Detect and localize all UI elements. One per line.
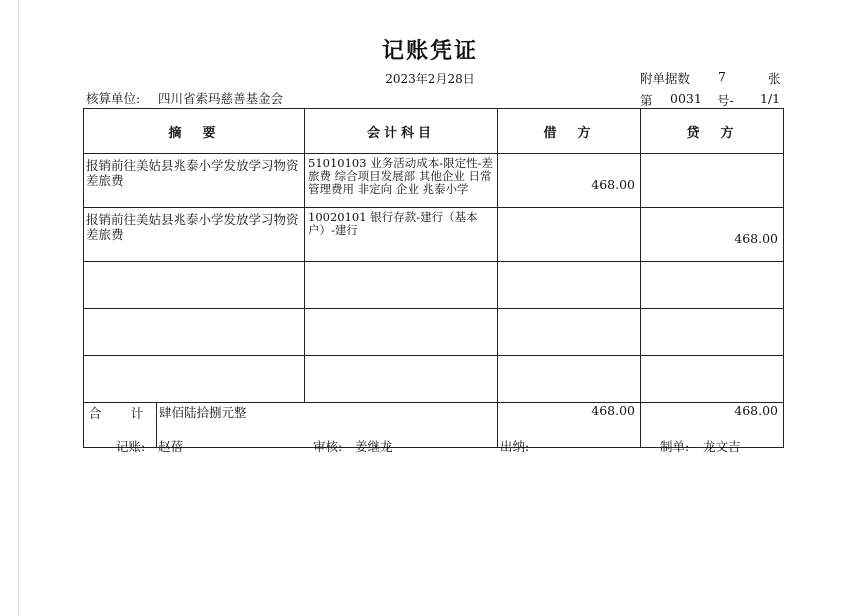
table-row (84, 154, 784, 208)
preparer-name: 龙文吉 (703, 439, 741, 454)
reviewer-name: 姜继龙 (355, 439, 393, 454)
attachments-unit: 张 (768, 71, 781, 86)
total-amount-in-words: 肆佰陆拾捌元整 (157, 403, 498, 448)
table-row (84, 208, 784, 262)
voucher-title: 记账凭证 (381, 39, 478, 64)
preparer-label: 制单: (660, 439, 690, 454)
voucher-number-prefix: 第 (640, 93, 653, 108)
entry-subject: 51010103 业务活动成本-限定性-差旅费 综合项目发展部 其他企业 日常管理费用 非定向 企业 兆泰小学 (305, 154, 498, 208)
table-row-empty (84, 262, 784, 309)
entry-credit: 468.00 (641, 208, 784, 262)
empty-cell (498, 262, 641, 309)
attachments-count: 7 (718, 69, 726, 84)
empty-cell (84, 356, 305, 403)
voucher-number-suffix: 号- (717, 93, 734, 108)
table-row-empty (84, 309, 784, 356)
empty-cell (305, 262, 498, 309)
column-header-summary: 摘 要 (84, 109, 305, 154)
entry-summary: 报销前往美姑县兆泰小学发放学习物资差旅费 (84, 154, 305, 208)
empty-cell (84, 262, 305, 309)
attachments-label: 附单据数 (640, 71, 691, 86)
empty-cell (641, 262, 784, 309)
empty-cell (84, 309, 305, 356)
scan-edge-line (18, 0, 19, 616)
voucher-table (83, 108, 784, 448)
empty-cell (305, 309, 498, 356)
entry-credit (641, 154, 784, 208)
entry-summary: 报销前往美姑县兆泰小学发放学习物资差旅费 (84, 208, 305, 262)
empty-cell (498, 309, 641, 356)
table-row-empty (84, 356, 784, 403)
accounting-unit-label: 核算单位: (86, 91, 141, 106)
voucher-number: 0031 (670, 91, 702, 106)
empty-cell (305, 356, 498, 403)
empty-cell (641, 309, 784, 356)
total-debit: 468.00 (498, 403, 641, 448)
entry-debit: 468.00 (498, 154, 641, 208)
reviewer-label: 审核: (313, 439, 343, 454)
column-header-debit: 借 方 (498, 109, 641, 154)
entry-subject: 10020101 银行存款-建行（基本户）-建行 (305, 208, 498, 262)
column-header-subject: 会计科目 (305, 109, 498, 154)
empty-cell (641, 356, 784, 403)
voucher-date: 2023年2月28日 (385, 72, 475, 86)
cashier-label: 出纳: (500, 439, 530, 454)
bookkeeper-name: 赵蓓 (158, 439, 184, 454)
voucher-page: 1/1 (760, 91, 781, 106)
entry-debit (498, 208, 641, 262)
bookkeeper-label: 记账: (116, 439, 146, 454)
empty-cell (498, 356, 641, 403)
table-header-row (84, 109, 784, 154)
column-header-credit: 贷 方 (641, 109, 784, 154)
accounting-unit-value: 四川省索玛慈善基金会 (158, 91, 284, 106)
total-label: 合 计 (84, 403, 157, 448)
total-credit: 468.00 (641, 403, 784, 448)
